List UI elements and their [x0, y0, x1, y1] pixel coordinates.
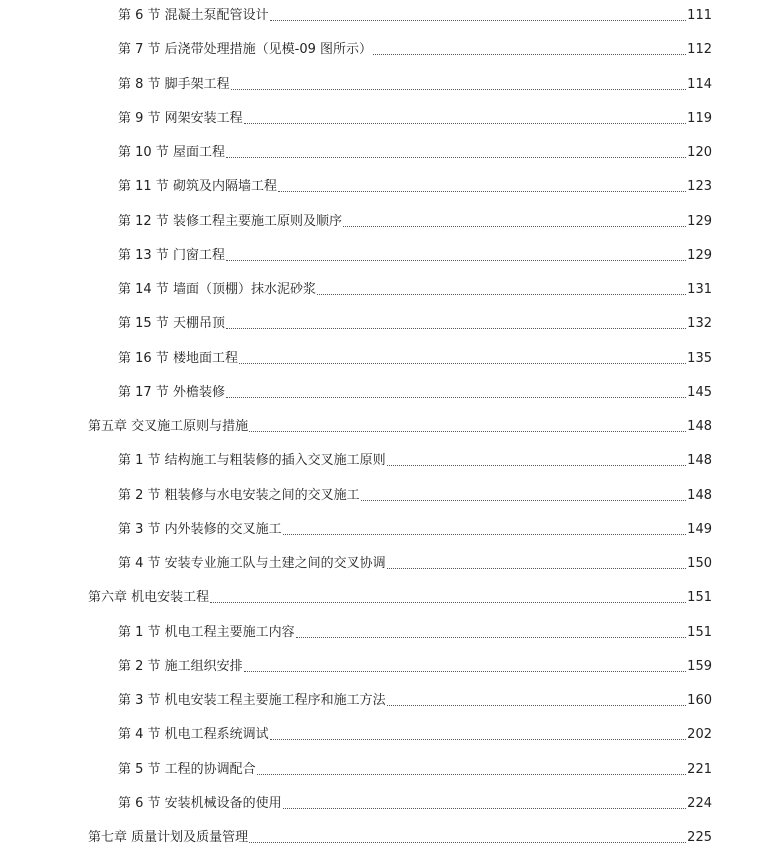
toc-entry-title: 第 2 节 施工组织安排: [118, 659, 243, 674]
toc-entry-title: 第 3 节 内外装修的交叉施工: [118, 522, 282, 537]
toc-entry-title: 第 1 节 结构施工与粗装修的插入交叉施工原则: [118, 453, 386, 468]
toc-entry-page-number: 129: [687, 214, 712, 229]
toc-entry-title: 第 6 节 安装机械设备的使用: [118, 796, 282, 811]
dot-leader: [343, 226, 686, 227]
dot-leader: [249, 431, 686, 432]
toc-entry-page-number: 225: [687, 830, 712, 845]
toc-entry-title: 第 4 节 机电工程系统调试: [118, 727, 269, 742]
dot-leader: [387, 705, 687, 706]
dot-leader: [226, 260, 686, 261]
toc-section-entry[interactable]: [118, 550, 712, 572]
toc-entry-page-number: 224: [687, 796, 712, 811]
toc-entry-title: 第 4 节 安装专业施工队与土建之间的交叉协调: [118, 556, 386, 571]
toc-section-entry[interactable]: [118, 276, 712, 298]
toc-entry-title: 第 8 节 脚手架工程: [118, 77, 230, 92]
toc-entry-page-number: 159: [687, 659, 712, 674]
toc-entry-page-number: 135: [687, 351, 712, 366]
toc-section-entry[interactable]: [118, 310, 712, 332]
dot-leader: [244, 671, 687, 672]
toc-entry-page-number: 145: [687, 385, 712, 400]
toc-entry-title: 第 12 节 装修工程主要施工原则及顺序: [118, 214, 342, 229]
toc-section-entry[interactable]: [118, 345, 712, 367]
toc-entry-page-number: 111: [687, 8, 712, 23]
toc-entry-page-number: 150: [687, 556, 712, 571]
dot-leader: [226, 397, 686, 398]
dot-leader: [270, 739, 687, 740]
toc-section-entry[interactable]: [118, 516, 712, 538]
toc-entry-title: 第 3 节 机电安装工程主要施工程序和施工方法: [118, 693, 386, 708]
toc-entry-title: 第 9 节 网架安装工程: [118, 111, 243, 126]
toc-entry-page-number: 112: [687, 42, 712, 57]
toc-section-entry[interactable]: [118, 687, 712, 709]
toc-section-entry[interactable]: [118, 71, 712, 93]
toc-entry-title: 第七章 质量计划及质量管理: [88, 830, 249, 845]
toc-entry-title: 第 1 节 机电工程主要施工内容: [118, 625, 295, 640]
toc-entry-title: 第 14 节 墙面（顶棚）抹水泥砂浆: [118, 282, 316, 297]
toc-entry-page-number: 151: [687, 625, 712, 640]
toc-entry-page-number: 123: [687, 179, 712, 194]
toc-entry-page-number: 160: [687, 693, 712, 708]
toc-entry-title: 第 7 节 后浇带处理措施（见模-09 图所示）: [118, 42, 373, 57]
toc-entry-title: 第 11 节 砌筑及内隔墙工程: [118, 179, 277, 194]
toc-chapter-entry[interactable]: [88, 584, 712, 606]
toc-section-entry[interactable]: [118, 447, 712, 469]
toc-section-entry[interactable]: [118, 482, 712, 504]
dot-leader: [283, 808, 687, 809]
toc-section-entry[interactable]: [118, 242, 712, 264]
toc-entry-page-number: 221: [687, 762, 712, 777]
toc-section-entry[interactable]: [118, 173, 712, 195]
toc-entry-page-number: 120: [687, 145, 712, 160]
toc-entry-title: 第六章 机电安装工程: [88, 590, 210, 605]
toc-entry-page-number: 148: [687, 419, 712, 434]
toc-entry-page-number: 151: [687, 590, 712, 605]
dot-leader: [226, 328, 686, 329]
dot-leader: [373, 54, 686, 55]
toc-section-entry[interactable]: [118, 139, 712, 161]
dot-leader: [283, 534, 687, 535]
toc-entry-title: 第 5 节 工程的协调配合: [118, 762, 256, 777]
toc-chapter-entry[interactable]: [88, 413, 712, 435]
dot-leader: [296, 637, 687, 638]
toc-entry-page-number: 148: [687, 453, 712, 468]
toc-entry-title: 第 10 节 屋面工程: [118, 145, 225, 160]
dot-leader: [317, 294, 686, 295]
toc-entry-page-number: 132: [687, 316, 712, 331]
toc-entry-title: 第 13 节 门窗工程: [118, 248, 225, 263]
toc-section-entry[interactable]: [118, 379, 712, 401]
dot-leader: [387, 568, 687, 569]
toc-section-entry[interactable]: [118, 36, 712, 58]
toc-section-entry[interactable]: [118, 208, 712, 230]
toc-section-entry[interactable]: [118, 653, 712, 675]
dot-leader: [210, 602, 686, 603]
dot-leader: [226, 157, 686, 158]
toc-entry-title: 第 15 节 天棚吊顶: [118, 316, 225, 331]
toc-section-entry[interactable]: [118, 105, 712, 127]
dot-leader: [244, 123, 687, 124]
toc-entry-page-number: 119: [687, 111, 712, 126]
dot-leader: [270, 20, 687, 21]
toc-entry-title: 第 6 节 混凝土泵配管设计: [118, 8, 269, 23]
toc-entry-page-number: 114: [687, 77, 712, 92]
toc-entry-page-number: 129: [687, 248, 712, 263]
dot-leader: [249, 842, 686, 843]
dot-leader: [257, 774, 687, 775]
toc-entry-title: 第 2 节 粗装修与水电安装之间的交叉施工: [118, 488, 360, 503]
dot-leader: [278, 191, 686, 192]
dot-leader: [231, 89, 687, 90]
toc-entry-title: 第五章 交叉施工原则与措施: [88, 419, 249, 434]
toc-section-entry[interactable]: [118, 756, 712, 778]
toc-section-entry[interactable]: [118, 619, 712, 641]
toc-entry-page-number: 149: [687, 522, 712, 537]
toc-chapter-entry[interactable]: [88, 824, 712, 846]
toc-entry-page-number: 131: [687, 282, 712, 297]
toc-entry-title: 第 16 节 楼地面工程: [118, 351, 238, 366]
toc-entry-page-number: 202: [687, 727, 712, 742]
toc-section-entry[interactable]: [118, 721, 712, 743]
toc-section-entry[interactable]: [118, 790, 712, 812]
dot-leader: [361, 500, 687, 501]
dot-leader: [239, 363, 686, 364]
toc-entry-page-number: 148: [687, 488, 712, 503]
toc-section-entry[interactable]: [118, 2, 712, 24]
toc-entry-title: 第 17 节 外檐装修: [118, 385, 225, 400]
dot-leader: [387, 465, 687, 466]
